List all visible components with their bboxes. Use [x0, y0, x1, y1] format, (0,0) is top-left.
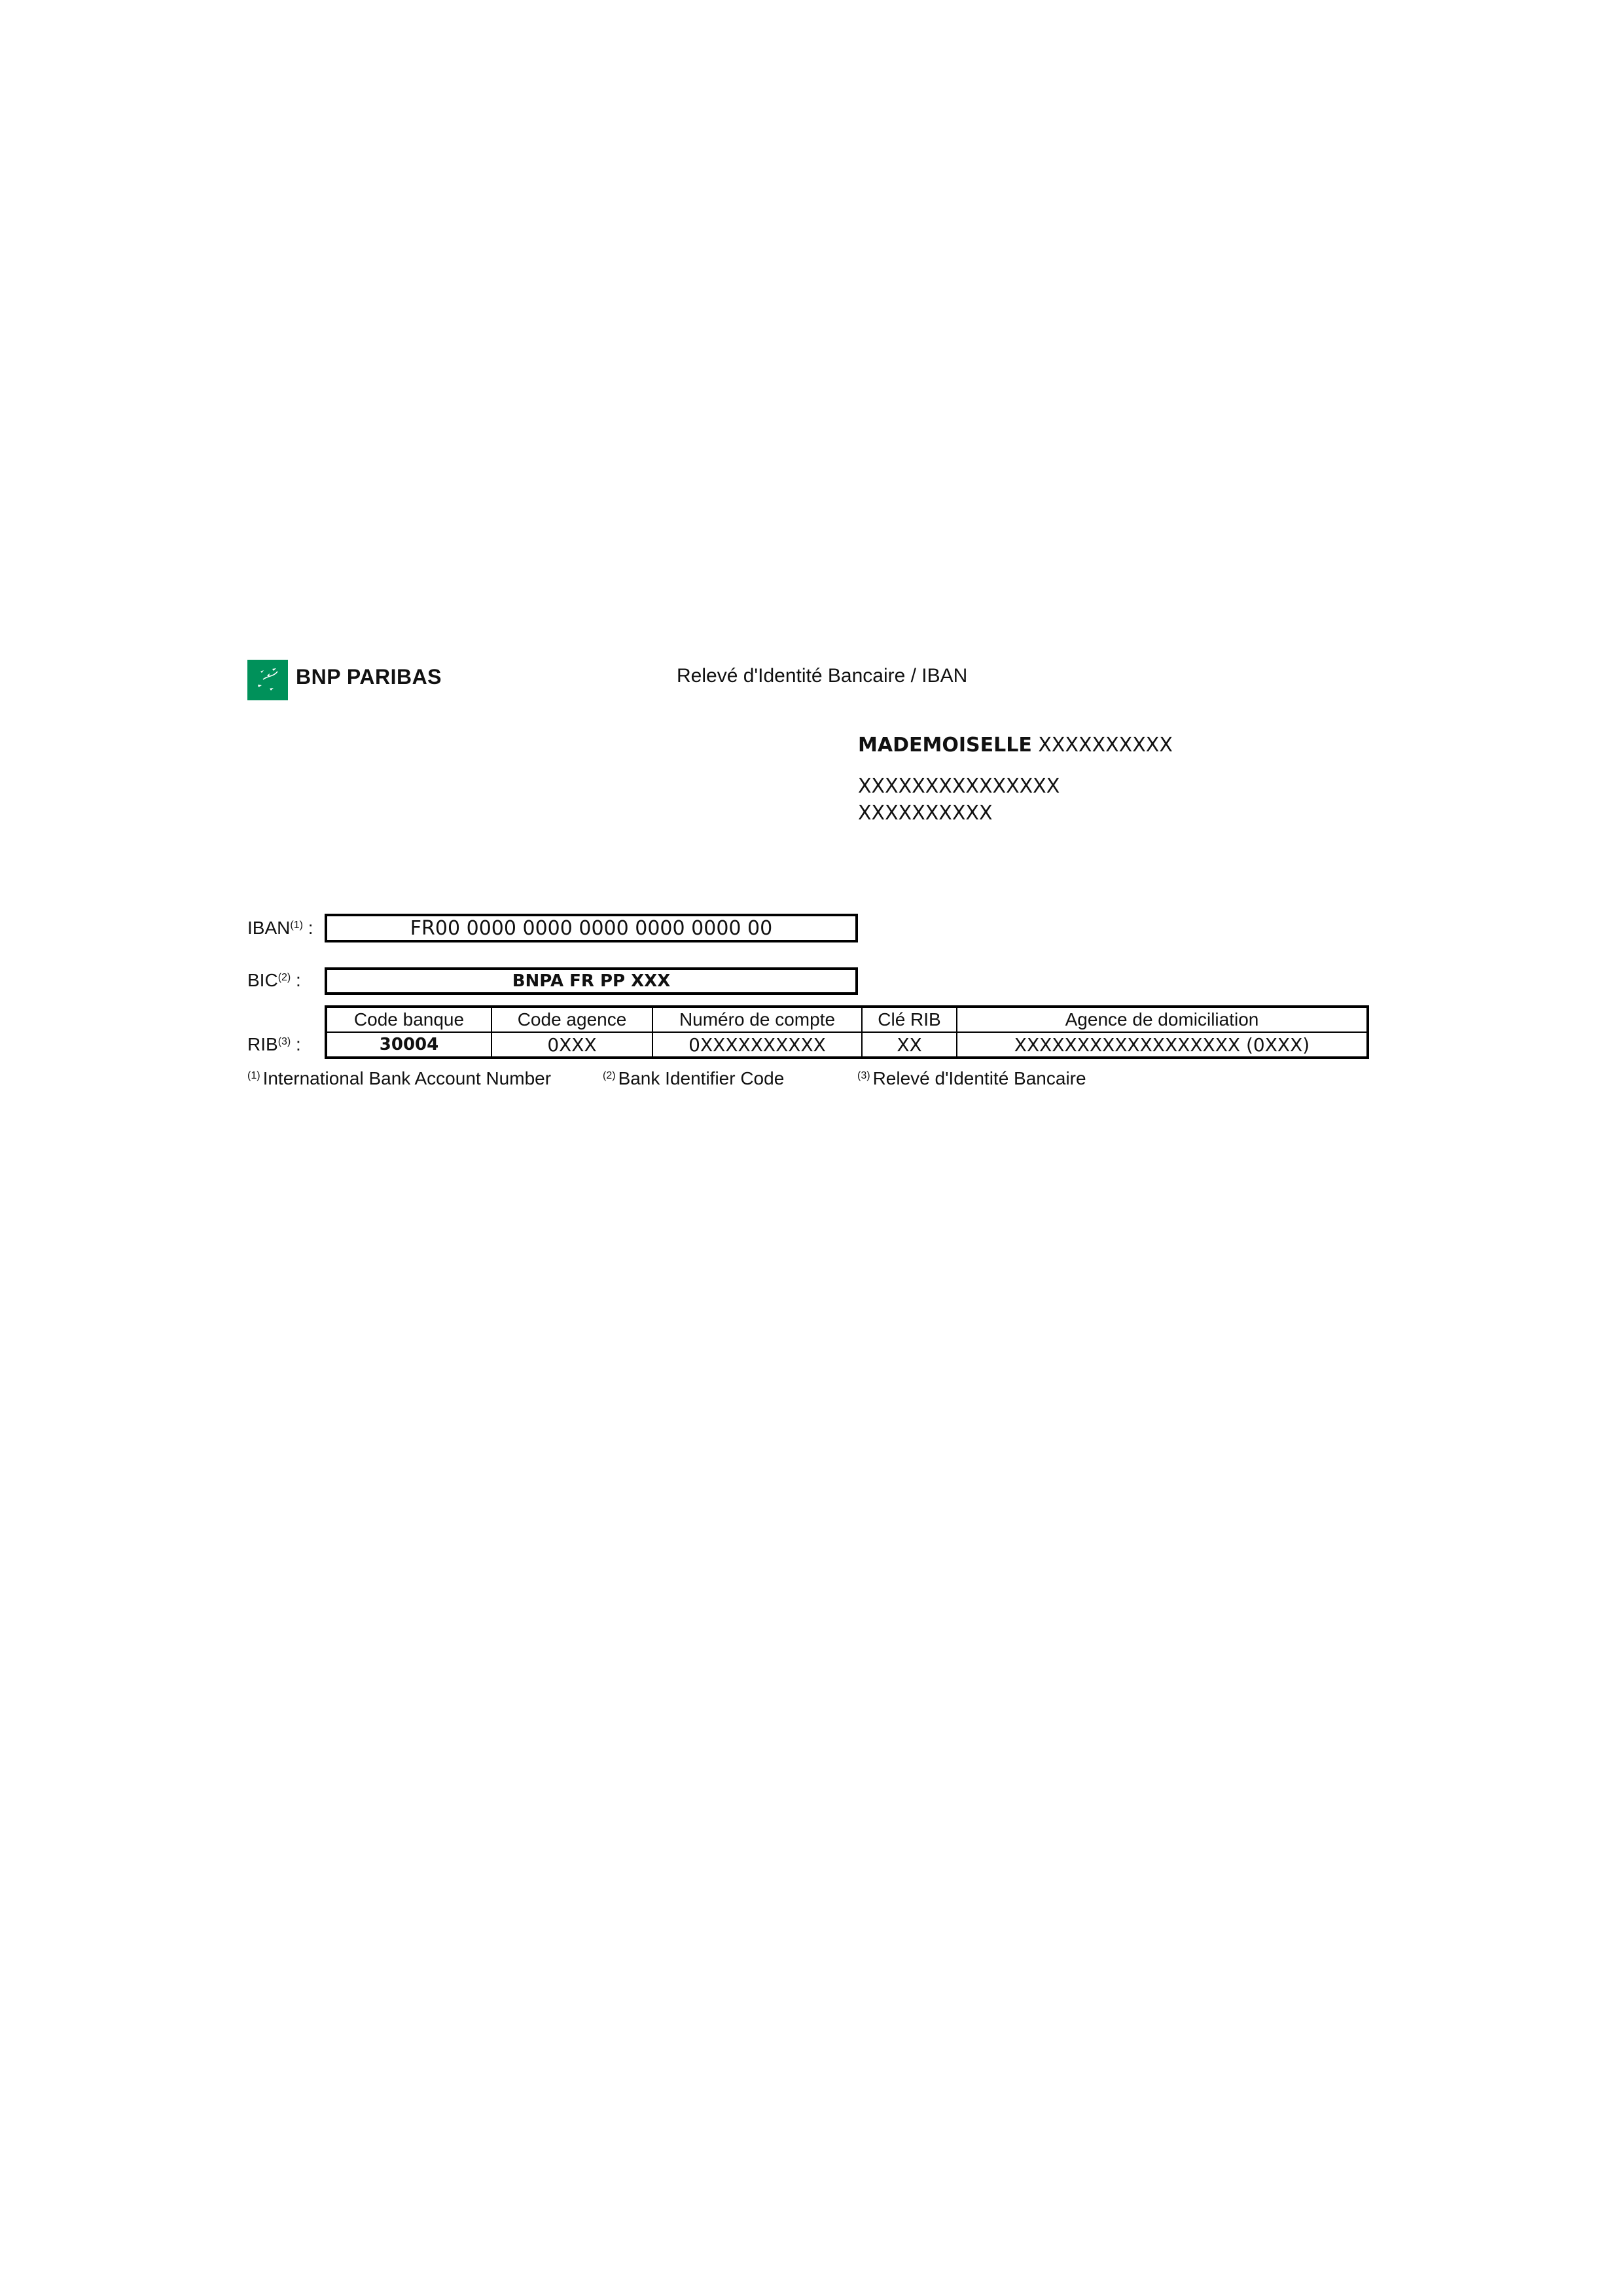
- iban-label-suffix: :: [302, 918, 313, 938]
- rib-header-agence-domiciliation: Agence de domiciliation: [957, 1007, 1368, 1032]
- rib-code-banque: 30004: [326, 1032, 491, 1058]
- bnp-stars-logo-icon: [247, 660, 288, 700]
- rib-header-cle-rib: Clé RIB: [862, 1007, 957, 1032]
- rib-label: [247, 1034, 301, 1055]
- iban-value-box: FR00 0000 0000 0000 0000 0000 00: [325, 914, 858, 942]
- bic-note: (2): [277, 972, 291, 983]
- footnote-2-text: Bank Identifier Code: [618, 1068, 785, 1088]
- bic-label-suffix: :: [291, 970, 301, 990]
- document-title: Relevé d'Identité Bancaire / IBAN: [677, 665, 968, 687]
- iban-label-text: IBAN: [247, 918, 291, 938]
- footnote-1-mark: (1): [247, 1070, 260, 1081]
- footnote-3-text: Relevé d'Identité Bancaire: [872, 1068, 1086, 1088]
- footnote-3-mark: (3): [857, 1070, 870, 1081]
- bic-label-text: BIC: [247, 970, 278, 990]
- holder-title: MADEMOISELLE: [858, 734, 1032, 757]
- rib-header-row: [326, 1007, 1368, 1032]
- footnote-2-mark: (2): [603, 1070, 616, 1081]
- account-holder-name: [858, 734, 1173, 757]
- address-line-2: XXXXXXXXXX: [858, 802, 993, 825]
- rib-cle-rib: XX: [862, 1032, 957, 1058]
- footnote-1: [247, 1068, 551, 1089]
- footnote-2: [603, 1068, 784, 1089]
- iban-note: (1): [290, 920, 303, 931]
- rib-header-code-banque: Code banque: [326, 1007, 491, 1032]
- bic-value-box: BNPA FR PP XXX: [325, 967, 858, 995]
- bic-label: [247, 970, 301, 991]
- address-line-1: XXXXXXXXXXXXXXX: [858, 775, 1060, 798]
- footnote-3: [857, 1068, 1086, 1089]
- rib-agence-domiciliation: XXXXXXXXXXXXXXXXXX (0XXX): [957, 1032, 1368, 1058]
- rib-note: (3): [277, 1036, 291, 1047]
- rib-table: [325, 1005, 1369, 1059]
- rib-label-suffix: :: [291, 1034, 301, 1054]
- iban-label: [247, 918, 313, 939]
- rib-value-row: [326, 1032, 1368, 1058]
- rib-header-code-agence: Code agence: [491, 1007, 652, 1032]
- bank-logo-text: BNP PARIBAS: [296, 665, 442, 689]
- holder-name: XXXXXXXXXX: [1038, 734, 1173, 757]
- footnote-1-text: International Bank Account Number: [262, 1068, 552, 1088]
- rib-code-agence: 0XXX: [491, 1032, 652, 1058]
- rib-label-text: RIB: [247, 1034, 278, 1054]
- rib-header-numero-compte: Numéro de compte: [652, 1007, 862, 1032]
- rib-numero-compte: 0XXXXXXXXXX: [652, 1032, 862, 1058]
